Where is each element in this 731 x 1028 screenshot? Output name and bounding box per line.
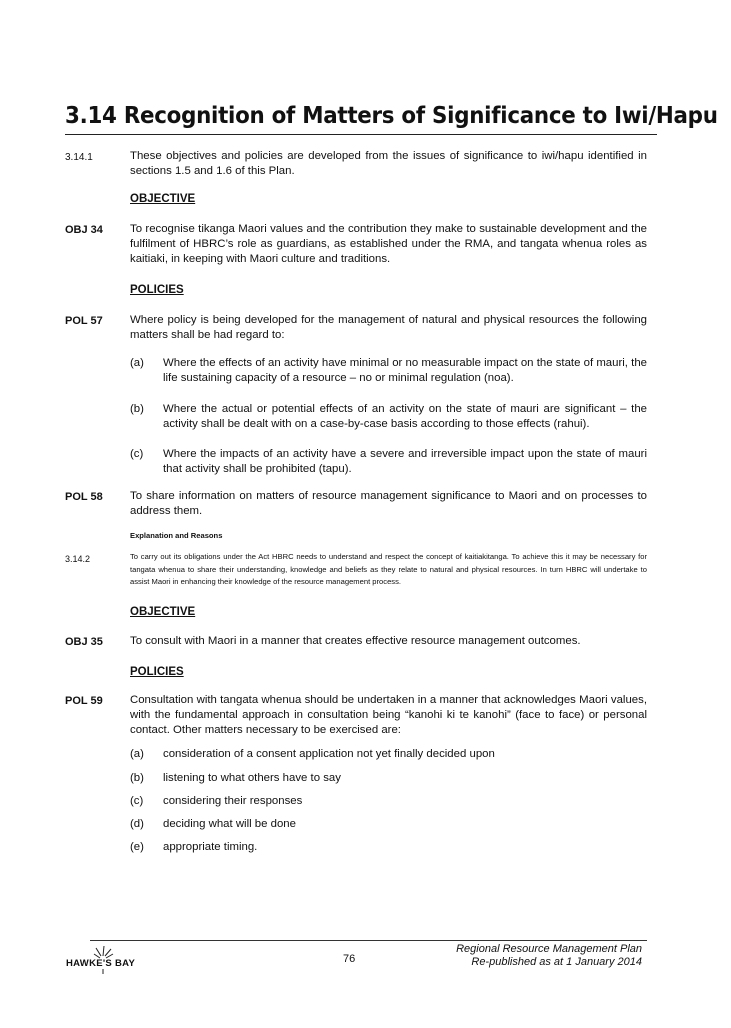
list-letter: (c) [130, 795, 144, 807]
objective-heading: OBJECTIVE [130, 606, 196, 618]
policy-text: Where policy is being developed for the management of natural and physical resources the following matters shall be had regard to: [130, 314, 647, 342]
list-letter: (c) [130, 448, 144, 460]
footer-line: Regional Resource Management Plan [456, 943, 642, 955]
objective-label: OBJ 34 [65, 224, 103, 236]
clause-number: 3.14.1 [65, 152, 93, 163]
footer-divider [90, 940, 647, 941]
clause-number: 3.14.2 [65, 554, 91, 564]
section-title: 3.14 Recognition of Matters of Significance to Iwi/Hapu [65, 103, 718, 129]
list-letter: (d) [130, 818, 144, 830]
explanation-text: To carry out its obligations under the Act HBRC needs to understand and respect the concept of kaitiakitanga. To achieve this it may be necessary for tangata whenua to share their understanding, knowledge and beliefs as they relate to natural and physical resources. In turn HBRC will undertake to assist Maori in enhancing their knowledge of the resource management process. [130, 552, 647, 587]
list-item: Where the impacts of an activity have a severe and irreversible impact upon the state of mauri that activity shall be prohibited (tapu). [163, 448, 647, 476]
list-item: Where the effects of an activity have minimal or no measurable impact on the state of mauri, the life sustaining capacity of a resource – no or minimal regulation (noa). [163, 357, 647, 385]
list-letter: (a) [130, 357, 144, 369]
explanation-heading: Explanation and Reasons [130, 531, 223, 540]
policy-label: POL 57 [65, 315, 103, 327]
title-divider [65, 134, 657, 135]
list-item: considering their responses [163, 795, 303, 807]
policy-label: POL 59 [65, 695, 103, 707]
intro-paragraph: These objectives and policies are developed from the issues of significance to iwi/hapu identified in sections 1.5 and 1.6 of this Plan. [130, 150, 647, 178]
objective-label: OBJ 35 [65, 636, 103, 648]
policy-text: To share information on matters of resource management significance to Maori and on processes to address them. [130, 490, 647, 518]
objective-text: To consult with Maori in a manner that creates effective resource management outcomes. [130, 635, 581, 647]
list-letter: (e) [130, 841, 144, 853]
list-item: deciding what will be done [163, 818, 296, 830]
objective-heading: OBJECTIVE [130, 193, 196, 205]
policy-label: POL 58 [65, 491, 103, 503]
list-letter: (b) [130, 403, 144, 415]
list-letter: (a) [130, 748, 144, 760]
list-letter: (b) [130, 772, 144, 784]
footer-line: Re-published as at 1 January 2014 [471, 956, 642, 968]
policy-text: Consultation with tangata whenua should be undertaken in a manner that acknowledges Maori values, with the fundamental approach in consultation being “kanohi ki te kanohi” (face to face) or personal contact. Other matters necessary to be exercised are: [130, 694, 647, 737]
policies-heading: POLICIES [130, 284, 184, 296]
list-item: consideration of a consent application not yet finally decided upon [163, 748, 495, 760]
list-item: Where the actual or potential effects of an activity on the state of mauri are significant – the activity shall be dealt with on a case-by-case basis according to those effects (rahui). [163, 403, 647, 431]
list-item: appropriate timing. [163, 841, 258, 853]
list-item: listening to what others have to say [163, 772, 341, 784]
objective-text: To recognise tikanga Maori values and the contribution they make to sustainable development and the fulfilment of HBRC’s role as guardians, as established under the RMA, and tangata whenua roles as kaitiaki, in keeping with Maori culture and traditions. [130, 223, 647, 266]
page-number: 76 [343, 953, 356, 965]
footer-plan-info [420, 943, 642, 969]
logo-text: HAWKE'S BAY [66, 958, 136, 969]
policies-heading: POLICIES [130, 666, 184, 678]
